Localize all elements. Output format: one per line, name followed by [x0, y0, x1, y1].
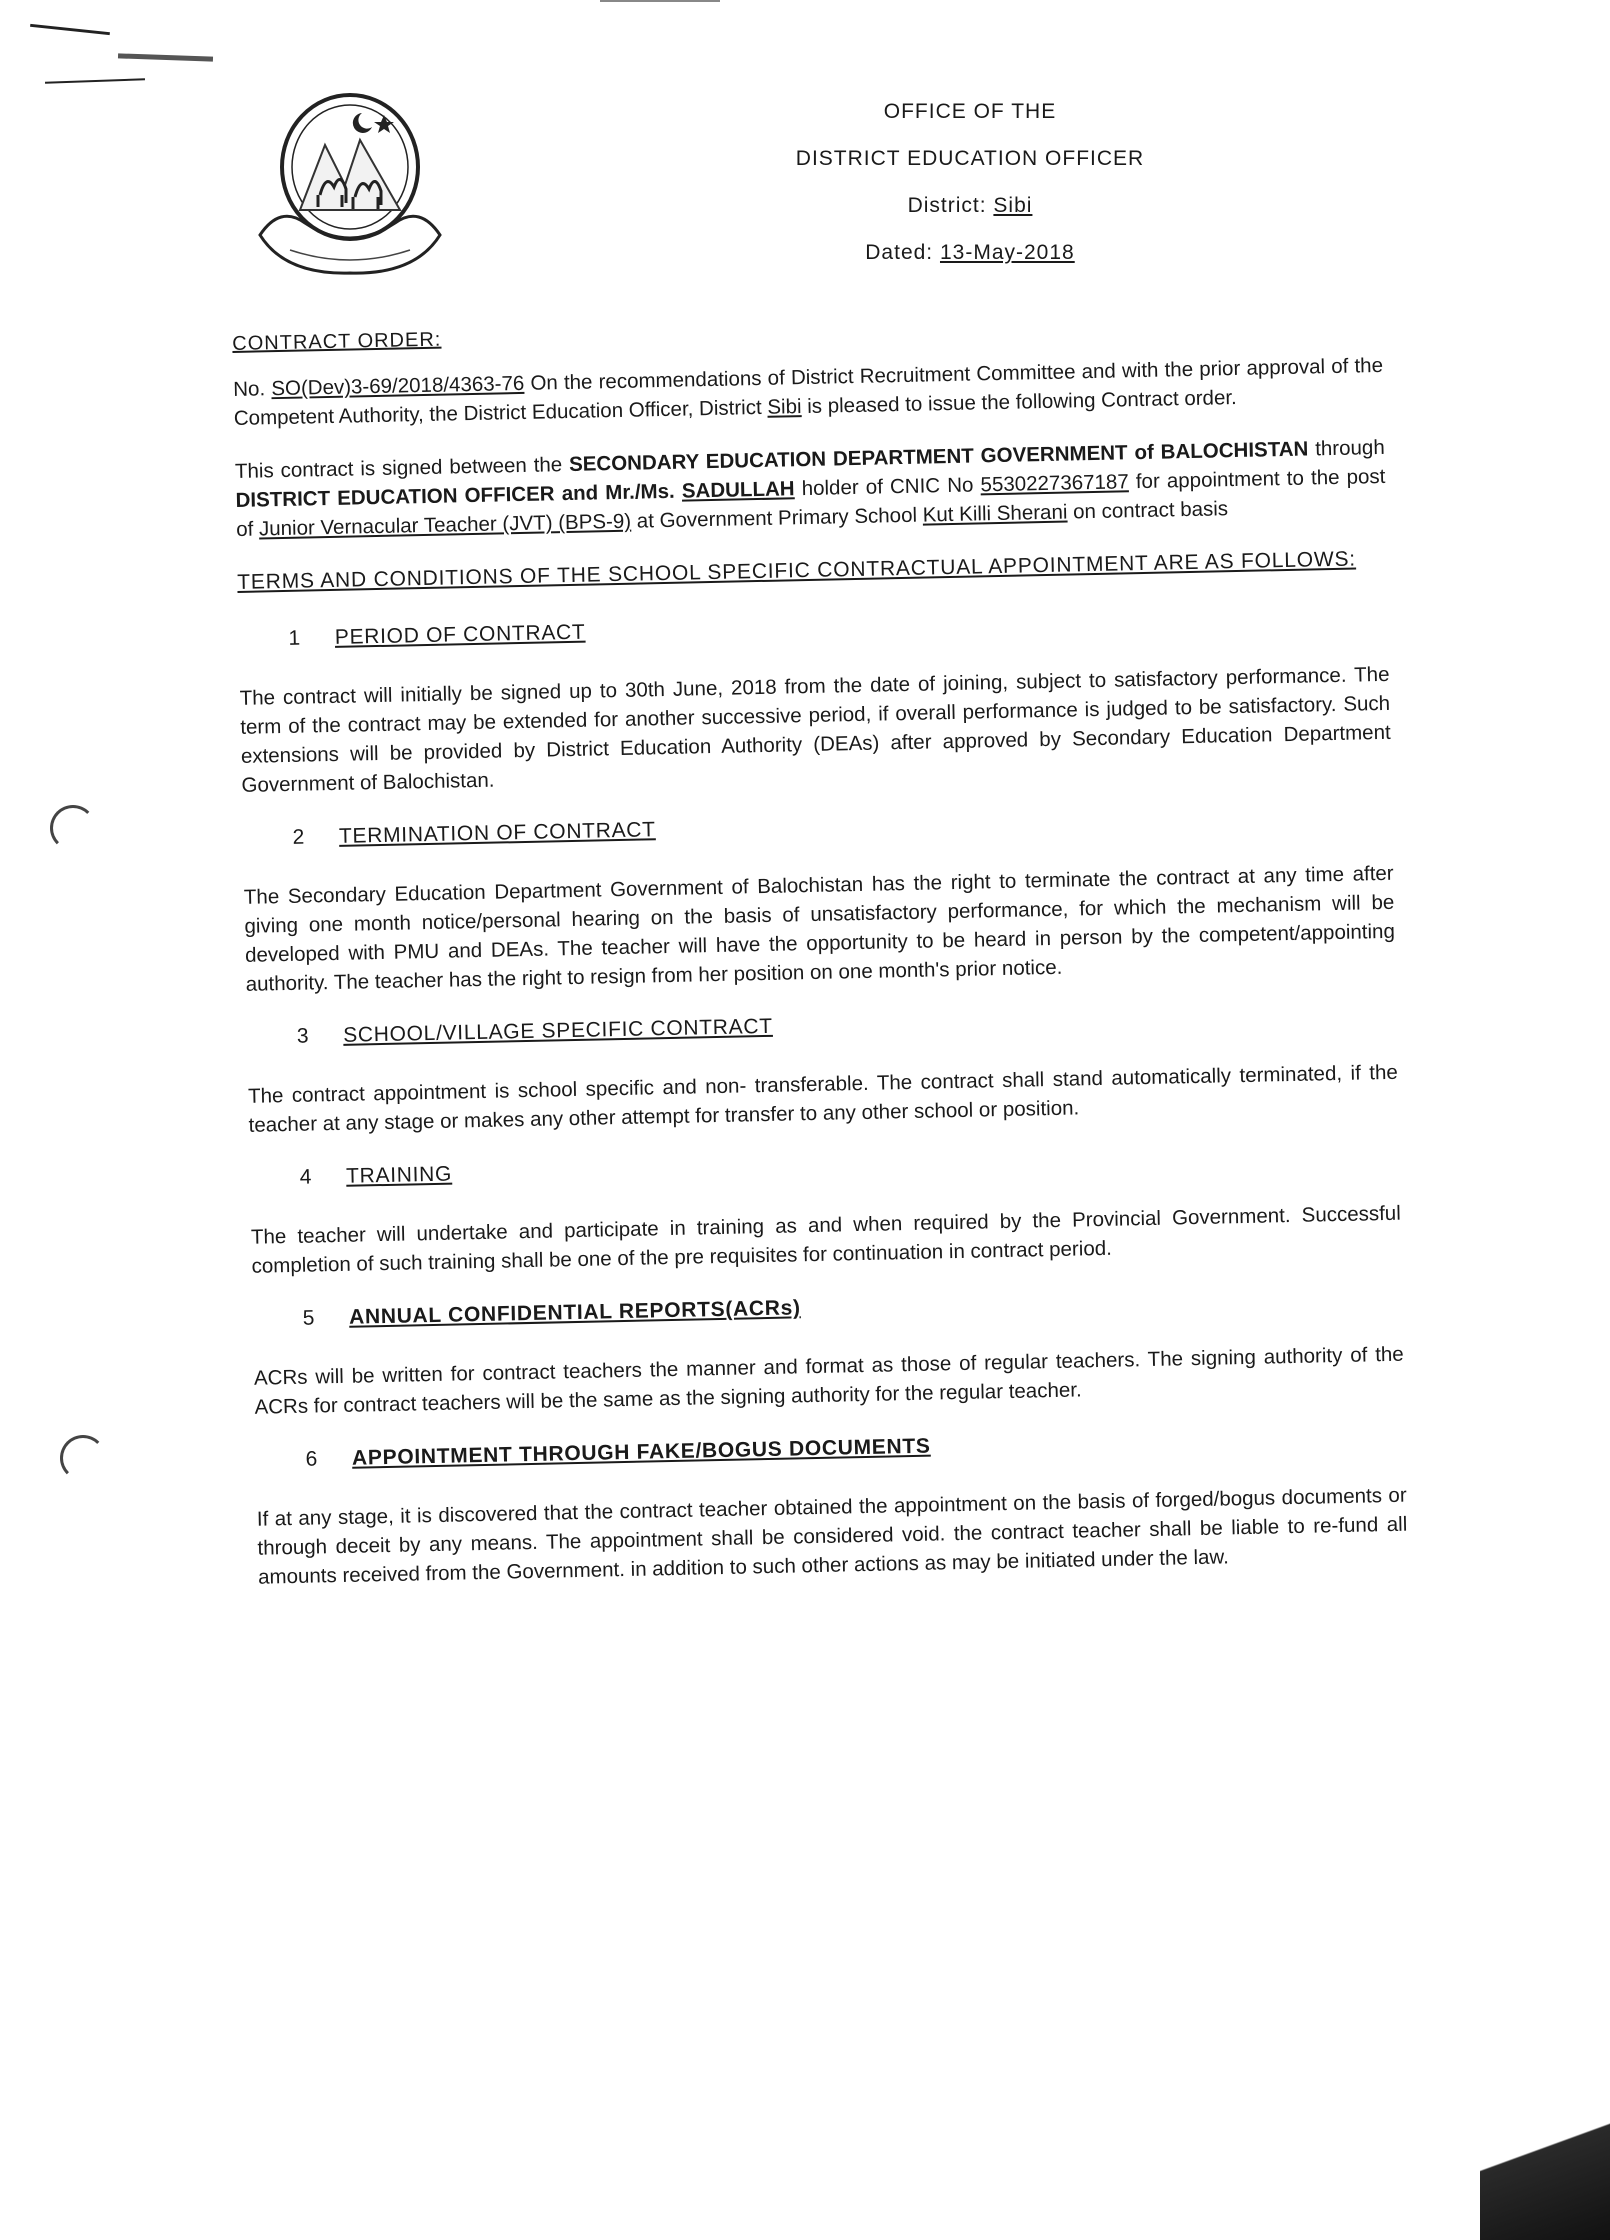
- section-number: 4: [299, 1165, 313, 1189]
- scan-mark: [30, 24, 110, 35]
- section-title: PERIOD OF CONTRACT: [334, 620, 586, 649]
- section-number: 6: [305, 1447, 319, 1471]
- dated-label: Dated:: [865, 241, 934, 264]
- section-title: ANNUAL CONFIDENTIAL REPORTS(ACRs): [348, 1296, 801, 1329]
- section-text: If at any stage, it is discovered that the contract teacher obtained the appointment on the basis of forged/bogus documents or through deceit by any means. The appointment shall be considered void. the contract teacher shall be liable to re-fund all amounts received from the Government. in addition to such other actions as may be initiated under the law.: [256, 1483, 1408, 1589]
- scan-mark: [600, 0, 720, 2]
- office-title: DISTRICT EDUCATION OFFICER: [795, 147, 1145, 170]
- section-title: TERMINATION OF CONTRACT: [338, 818, 656, 848]
- section-number: 2: [292, 825, 306, 849]
- section-heading: [292, 800, 1392, 852]
- order-no-label: No.: [233, 377, 266, 401]
- office-line: OFFICE OF THE: [883, 100, 1057, 123]
- contract-text: and Mr./Ms.: [561, 479, 675, 506]
- section-text: ACRs will be written for contract teachers the manner and format as those of regular teachers. The signing authority of the ACRs for contract teachers will be the same as the signing authority for the regular teacher.: [253, 1342, 1404, 1419]
- scan-mark: [45, 78, 145, 83]
- terms-heading: TERMS AND CONDITIONS OF THE SCHOOL SPECIFIC CONTRACTUAL APPOINTMENT ARE AS FOLLOWS:: [237, 547, 1357, 594]
- contract-text: at Government Primary School: [636, 503, 918, 533]
- section-heading: [297, 999, 1397, 1051]
- contract-order-heading: CONTRACT ORDER:: [232, 328, 442, 355]
- order-paragraph: [233, 351, 1384, 433]
- contract-text: This contract is signed between the: [234, 453, 563, 483]
- section-heading: [305, 1422, 1405, 1474]
- section-heading: [299, 1140, 1399, 1192]
- section-text: The teacher will undertake and participate in training as and when required by the Provincial Government. Successful completion of such training shall be one of the pre requisites for continuation in contract period.: [250, 1201, 1401, 1278]
- scan-corner-shadow: [1480, 2120, 1610, 2240]
- officer-title: DISTRICT EDUCATION OFFICER: [235, 482, 555, 512]
- department-name: SECONDARY EDUCATION DEPARTMENT GOVERNMENT of BALOCHISTAN: [568, 437, 1309, 476]
- section-heading: [302, 1281, 1402, 1333]
- punch-hole: [60, 1435, 106, 1481]
- dated-value: 13-May-2018: [939, 241, 1075, 264]
- section-title: SCHOOL/VILLAGE SPECIFIC CONTRACT: [342, 1014, 773, 1047]
- dated-line: [700, 229, 1240, 276]
- section-number: 5: [302, 1306, 316, 1330]
- district-value: Sibi: [993, 194, 1033, 217]
- order-text-1: On the recommendations of District Recruitment Committee and with the prior approval of the Competent Authority, the District Education Officer, District: [233, 353, 1384, 430]
- order-district: Sibi: [767, 395, 802, 419]
- school-name: Kut Killi Sherani: [922, 500, 1068, 527]
- office-header: [700, 88, 1240, 276]
- section-title: TRAINING: [345, 1162, 453, 1188]
- contract-text: on contract basis: [1072, 497, 1229, 524]
- district-label: District:: [907, 194, 987, 217]
- post-title: Junior Vernacular Teacher (JVT) (BPS-9): [258, 509, 632, 541]
- section-text: The Secondary Education Department Government of Balochistan has the right to terminate the contract at any time after giving one month notice/personal hearing on the basis of unsatisfactory performance, for which the mechanism will be developed with PMU and DEAs. The teacher will have the opportunity to be heard in person by the competent/appointing authority. The teacher has the right to resign from her position on one month's prior notice.: [243, 861, 1396, 996]
- section-heading: [288, 601, 1388, 653]
- section-text: The contract appointment is school specific and non- transferable. The contract shall stand automatically terminated, if the teacher at any stage or makes any other attempt for transfer to any other school or position.: [247, 1060, 1399, 1137]
- section-number: 3: [296, 1024, 310, 1048]
- teacher-name: SADULLAH: [681, 477, 795, 503]
- government-seal-icon: [250, 85, 460, 285]
- contract-text: through: [1314, 435, 1385, 461]
- contract-text: for appointment to the post of: [235, 464, 1386, 541]
- order-text-2: is pleased to issue the following Contract order.: [806, 385, 1237, 418]
- scan-mark: [118, 53, 213, 61]
- section-number: 1: [288, 626, 302, 650]
- district-line: [700, 182, 1240, 229]
- contract-paragraph: [235, 433, 1387, 544]
- contract-text: holder of CNIC No: [801, 473, 974, 501]
- section-text: The contract will initially be signed up to 30th June, 2018 from the date of joining, subject to satisfactory performance. The term of the contract may be extended for another successive period, if overall performance is judged to be satisfactory. Such extensions will be provided by District Education Authority (DEAs) after approved by Secondary Education Department Government of Balochistan.: [239, 662, 1391, 797]
- punch-hole: [50, 805, 96, 851]
- cnic-number: 5530227367187: [980, 470, 1129, 497]
- order-no: SO(Dev)3-69/2018/4363-76: [271, 371, 525, 401]
- document-body: [232, 306, 1409, 1616]
- section-title: APPOINTMENT THROUGH FAKE/BOGUS DOCUMENTS: [351, 1434, 931, 1470]
